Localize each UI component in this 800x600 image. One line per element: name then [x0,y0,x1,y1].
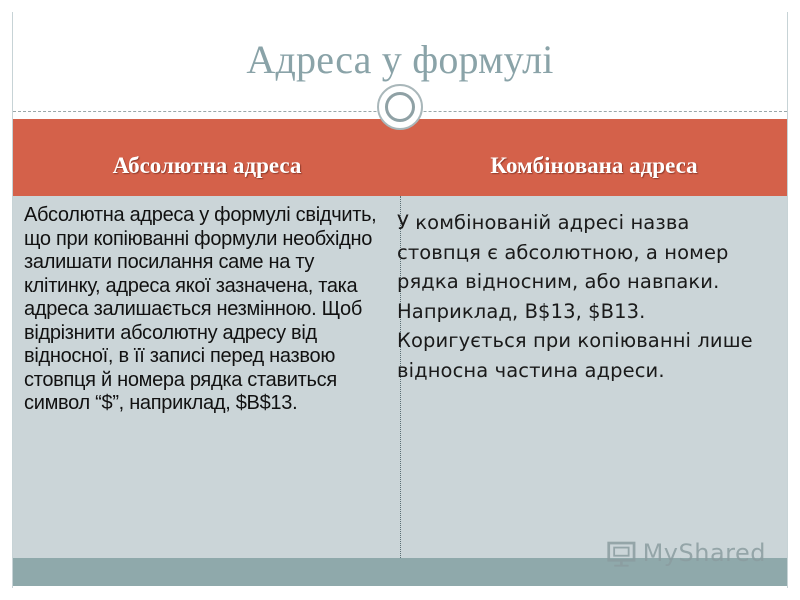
watermark-text: MyShared [642,539,766,567]
circle-ornament-icon [377,84,423,130]
circle-ornament-inner [385,92,415,122]
watermark [606,536,766,570]
table-header-row [13,119,787,196]
header-combined-address: Комбінована адреса [490,153,698,178]
cell-combined-address-text: У комбінованій адресі назва стовпця є абсолютною, а номер рядка відносним, або навпаки. Наприклад, B$13, $B13. Коригується при копіюванні лише відносна частина адреси. [397,211,753,382]
header-absolute-address: Абсолютна адреса [112,153,302,178]
cell-absolute-address-text: Абсолютна адреса у формулі свідчить, що при копіюванні формули необхідно залишати посилання саме на ту клітинку, адреса якої зазначена, така адреса залишається незмінною. Щоб відрізнити абсолютну адресу від відносної, в її записі перед назвою стовпця й номера рядка ставиться символ “$”, наприклад, $B$13. [24,204,377,414]
frame-right-line [787,12,788,588]
slide-title: Адреса у формулі [246,37,554,82]
slides-logo-icon [606,538,639,568]
